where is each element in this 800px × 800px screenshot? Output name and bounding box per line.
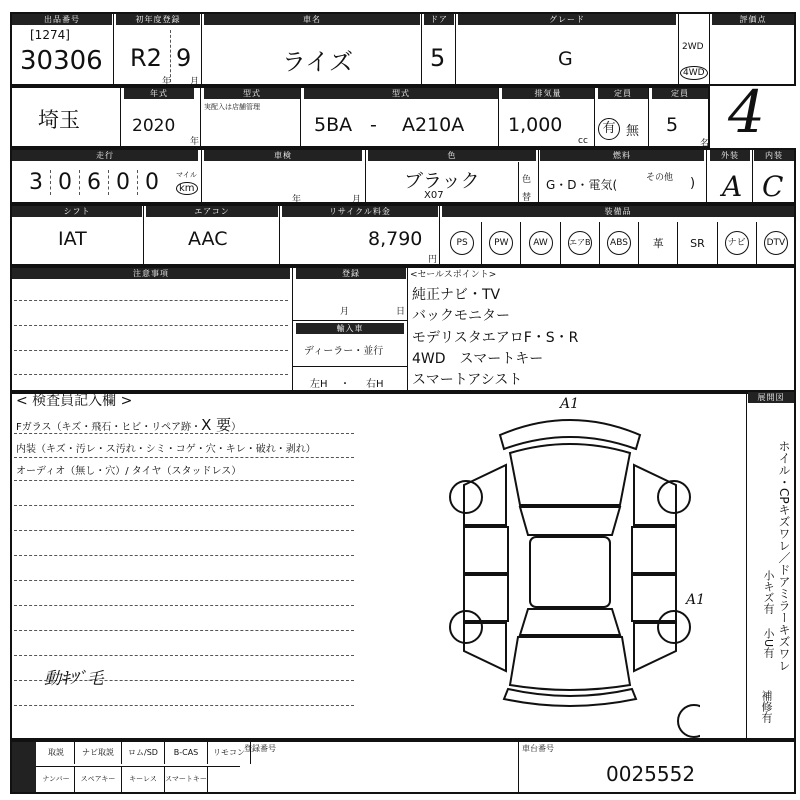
inspector-line3: オーディオ（無し・穴）/ タイヤ（スタッドレス） xyxy=(16,466,242,477)
header-registration: 登録 xyxy=(296,268,406,279)
mileage-digit: 0 xyxy=(145,170,159,195)
turbo-no: 無 xyxy=(626,124,640,139)
header-shift: シフト xyxy=(12,206,142,217)
displacement-value: 1,000 xyxy=(508,114,563,136)
right-note-col1: ホイル・CPキズワレ／ドアミラーキズワレ xyxy=(777,440,791,672)
color-code: X07 xyxy=(424,190,444,201)
chassis-label: 車台番号 xyxy=(522,744,554,753)
equip-ps-label: PS xyxy=(450,231,474,255)
aircon-value: AAC xyxy=(188,228,228,250)
right-note-col4: 補修有 xyxy=(760,690,773,723)
footer-label: ナビ取説 xyxy=(75,742,122,764)
lot-number: 30306 xyxy=(20,46,103,76)
header-carname: 車名 xyxy=(204,14,420,25)
model-year-value: 2020 xyxy=(132,116,176,136)
header-year: 初年度登録 xyxy=(116,14,200,25)
right-rear-door xyxy=(632,575,676,621)
footer-label: キーレス xyxy=(122,767,165,792)
header-inspection: 車検 xyxy=(204,150,362,161)
recycle-value: 8,790 xyxy=(368,228,423,250)
footer-side-marker xyxy=(12,742,36,792)
footer-label: B-CAS xyxy=(165,742,208,764)
header-exterior: 外装 xyxy=(710,150,750,161)
dealer-label: ディーラー・並行 xyxy=(304,346,384,357)
header-aircon: エアコン xyxy=(146,206,278,217)
header-recycle: リサイクル料金 xyxy=(282,206,438,217)
area-value: 埼玉 xyxy=(38,108,80,132)
footer-label: ロム/SD xyxy=(122,742,165,764)
handle-left: 左H xyxy=(310,379,328,390)
car-name: ライズ xyxy=(282,48,354,76)
equip-navi xyxy=(718,222,757,264)
score-value: 4 xyxy=(728,78,765,146)
color-name: ブラック xyxy=(404,170,480,192)
mileage-unit-mile: マイル xyxy=(176,171,197,179)
equipment-list xyxy=(443,222,795,264)
handle-right: 右H xyxy=(366,379,384,390)
inspector-line1-end: ） xyxy=(231,422,242,433)
fuel-other: その他 xyxy=(646,173,674,183)
right-note-col3: 小U有 xyxy=(762,628,775,659)
sales-line-4: 4WD スマートキー xyxy=(412,351,544,367)
mileage-digit: 6 xyxy=(80,170,109,195)
right-fender xyxy=(634,465,676,525)
header-displacement: 排気量 xyxy=(502,88,594,99)
registration-day: 日 xyxy=(396,307,406,317)
seats-unit: 名 xyxy=(700,139,710,149)
type-note: 実配入は店舗管理 xyxy=(204,103,260,111)
mileage-digits xyxy=(22,170,166,195)
rear-glass xyxy=(520,609,620,635)
rear-bumper xyxy=(504,689,636,706)
equip-aw-label: AW xyxy=(529,231,553,255)
mileage-digit: 0 xyxy=(51,170,80,195)
fuel-close: ) xyxy=(690,176,696,191)
header-model-year: 年式 xyxy=(124,88,194,99)
drive-2wd: 2WD xyxy=(682,42,704,52)
seats-value: 5 xyxy=(666,114,679,136)
mileage-digit: 0 xyxy=(109,170,138,195)
diagram-mark-top: A1 xyxy=(560,396,580,412)
left-fender xyxy=(464,465,506,525)
lot-sub: [1274] xyxy=(30,28,70,42)
left-rear-door xyxy=(464,575,508,621)
inspector-line2: 内装（キズ・汚レ・ス汚れ・シミ・コゲ・穴・キレ・破れ・剥れ） xyxy=(16,444,316,455)
equip-airbag-label: エアB xyxy=(568,231,592,255)
equip-abs-label: ABS xyxy=(607,231,631,255)
header-equipment: 装備品 xyxy=(442,206,794,217)
header-grade: グレード xyxy=(458,14,676,25)
left-front-door xyxy=(464,527,508,573)
inspection-month: 月 xyxy=(352,195,362,205)
header-diagram: 展開図 xyxy=(748,392,794,403)
diagram-mark-right: A1 xyxy=(686,592,706,608)
equip-leather-label: 革 xyxy=(652,237,664,250)
roof xyxy=(530,537,610,607)
color-side2: 替 xyxy=(522,193,532,203)
header-type2: 型式 xyxy=(304,88,498,99)
header-mileage: 走行 xyxy=(12,150,198,161)
header-fuel: 燃料 xyxy=(540,150,704,161)
year-month: 9 xyxy=(176,44,192,72)
header-seats2: 定員 xyxy=(652,88,708,99)
handle-dot: ・ xyxy=(340,379,350,390)
header-doors: ドア xyxy=(424,14,454,25)
displacement-unit: cc xyxy=(578,136,588,146)
inspector-line1 xyxy=(16,414,241,435)
header-lot: 出品番号 xyxy=(12,14,112,25)
rear-hatch xyxy=(510,637,630,690)
inspector-handwritten: 動ｷﾂﾞ毛 xyxy=(44,669,104,689)
wheel-rear-right xyxy=(658,611,690,643)
sales-line-3: モデリスタエアロF・S・R xyxy=(412,330,579,346)
interior-grade: C xyxy=(762,170,784,203)
equip-airbag xyxy=(561,222,600,264)
spare-wheel xyxy=(678,705,700,737)
year-tsuki: 月 xyxy=(190,77,200,87)
header-seats: 定員 xyxy=(598,88,648,99)
sales-line-5: スマートアシスト xyxy=(412,372,523,388)
header-type: 型式 xyxy=(204,88,300,99)
header-notes: 注意事項 xyxy=(12,268,290,279)
drive-4wd: 4WD xyxy=(680,66,708,80)
model-year-unit: 年 xyxy=(190,137,200,147)
chassis-number: 0025552 xyxy=(606,762,696,786)
year-era: R2 xyxy=(130,44,162,72)
grade-value: G xyxy=(558,48,573,70)
inspector-title: < 検査員記入欄 > xyxy=(16,393,133,409)
wheel-front-left xyxy=(450,481,482,513)
registration-month: 月 xyxy=(340,307,350,317)
turbo-yes: 有 xyxy=(598,118,620,140)
car-diagram xyxy=(440,395,700,740)
right-quarter xyxy=(634,623,676,671)
footer-labels-bottom xyxy=(38,767,208,792)
dealer-title: 輸入車 xyxy=(296,323,404,334)
recycle-unit: 円 xyxy=(428,255,438,265)
mileage-unit-km: km xyxy=(176,182,198,195)
equip-dtv xyxy=(757,222,795,264)
footer-label: リモコン xyxy=(208,742,251,764)
model-code: A210A xyxy=(402,114,465,136)
right-note-col2: 小キズ有 xyxy=(762,570,775,614)
inspection-year: 年 xyxy=(292,195,302,205)
equip-leather xyxy=(639,222,678,264)
sales-title: <セールスポイント> xyxy=(410,270,497,280)
wheel-rear-left xyxy=(450,611,482,643)
footer-label: スマートキー xyxy=(165,767,208,792)
hood xyxy=(510,444,630,505)
equip-sr-label: SR xyxy=(690,236,705,250)
doors-value: 5 xyxy=(430,44,446,72)
fuel-options: G・D・電気( xyxy=(546,178,618,192)
year-nen: 年 xyxy=(162,77,172,87)
equip-navi-label: ナビ xyxy=(725,231,749,255)
inspector-line1-mark: X 要 xyxy=(201,416,232,434)
footer-label: 取説 xyxy=(38,742,75,764)
header-color: 色 xyxy=(368,150,536,161)
header-score: 評価点 xyxy=(712,14,794,25)
footer-label: スペアキー xyxy=(75,767,122,792)
exterior-grade: A xyxy=(722,170,743,203)
equip-dtv-label: DTV xyxy=(764,231,788,255)
footer-label: ナンバー xyxy=(38,767,75,792)
equip-abs xyxy=(600,222,639,264)
registration-number-label: 登録番号 xyxy=(244,744,276,753)
equip-sr xyxy=(678,222,717,264)
footer-labels-top xyxy=(38,742,251,764)
inspector-line1-text: Fガラス（キズ・飛石・ヒビ・リペア跡・ xyxy=(16,422,202,433)
right-front-door xyxy=(632,527,676,573)
model-prefix: 5BA xyxy=(314,114,353,136)
sales-line-2: バックモニター xyxy=(412,308,510,324)
windshield xyxy=(520,507,620,535)
equip-pw xyxy=(482,222,521,264)
equip-pw-label: PW xyxy=(489,231,513,255)
equip-aw xyxy=(521,222,560,264)
equip-ps xyxy=(443,222,482,264)
mileage-digit: 3 xyxy=(22,170,51,195)
shift-value: IAT xyxy=(58,228,87,250)
model-dash: - xyxy=(370,114,377,136)
sales-line-1: 純正ナビ・TV xyxy=(412,287,501,303)
left-quarter xyxy=(464,623,506,671)
wheel-front-right xyxy=(658,481,690,513)
header-interior: 内装 xyxy=(754,150,794,161)
color-side1: 色 xyxy=(522,175,532,185)
